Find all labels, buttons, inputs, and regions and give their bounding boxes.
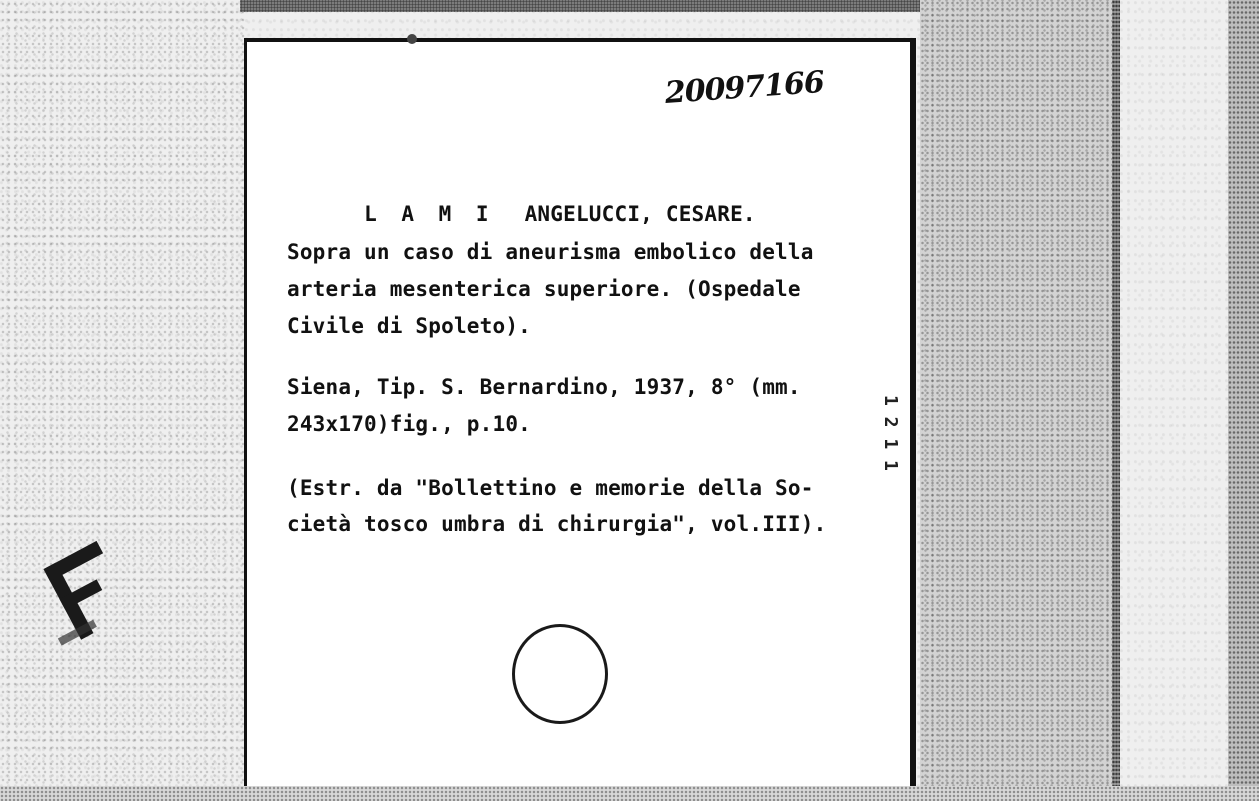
title-line: arteria mesenterica superiore. (Ospedale [287, 277, 801, 301]
title-line: Sopra un caso di aneurisma embolico della [287, 240, 814, 264]
note-line: cietà tosco umbra di chirurgia", vol.III). [287, 512, 827, 536]
card-punch-hole [512, 624, 608, 724]
imprint-line: 243x170)fig., p.10. [287, 412, 532, 436]
accession-number: 20097166 [663, 64, 825, 111]
scan-noise-left [0, 0, 245, 801]
margin-mark: 1 2 1 1 [880, 395, 901, 471]
heading-initials: L A M I [364, 202, 495, 226]
title-line: Civile di Spoleto). [287, 314, 532, 338]
index-card [244, 38, 916, 786]
note-line: (Estr. da "Bollettino e memorie della So- [287, 476, 814, 500]
scan-top-edge [240, 0, 920, 12]
scan-right-margin [920, 0, 1120, 801]
scan-bottom-edge [0, 786, 1259, 801]
scan-right-edge [1112, 0, 1120, 801]
card-top-mark [407, 34, 417, 44]
imprint-line: Siena, Tip. S. Bernardino, 1937, 8° (mm. [287, 375, 801, 399]
heading-author: ANGELUCCI, CESARE. [524, 202, 756, 226]
scan-far-right-edge [1228, 0, 1259, 801]
